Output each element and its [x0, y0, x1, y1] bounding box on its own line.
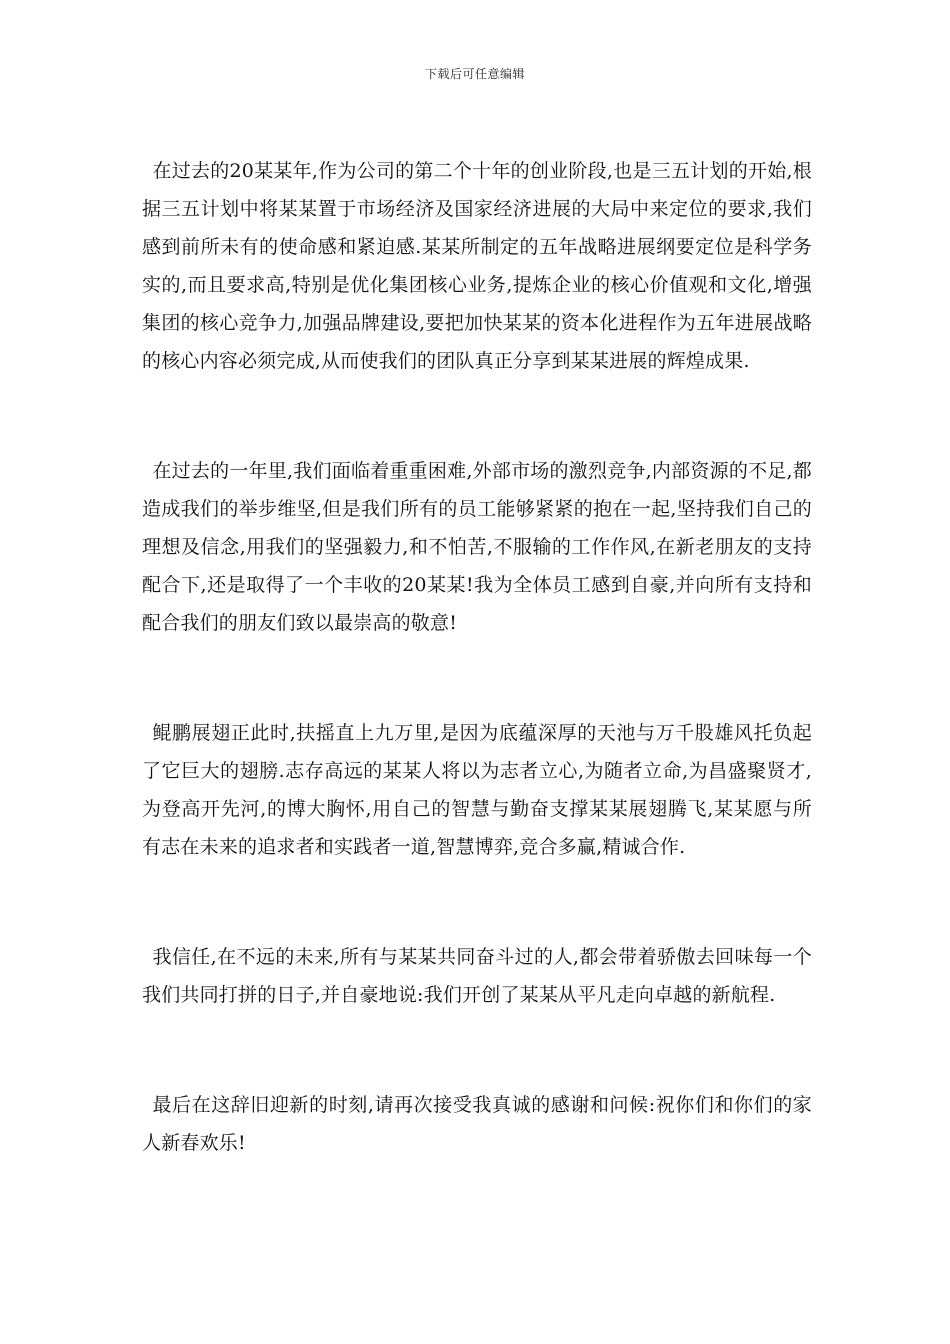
paragraph-5: 最后在这辞旧迎新的时刻,请再次接受我真诚的感谢和问候:祝你们和你们的家人新春欢乐! [142, 1094, 812, 1154]
paragraph-1: 在过去的20某某年,作为公司的第二个十年的创业阶段,也是三五计划的开始,根据三五计划中将某某置于市场经济及国家经济进展的大局中来定位的要求,我们感到前所未有的使命感和紧迫感.某某所制定的五年战略进展纲要定位是科学务实的,而且要求高,特别是优化集团核心业务,提炼企业的核心价值观和文化,增强集团的核心竞争力,加强品牌建设,要把加快某某的资本化进程作为五年进展战略的核心内容必须完成,从而使我们的团队真正分享到某某进展的辉煌成果. [142, 160, 812, 372]
document-body [142, 152, 812, 1162]
paragraph-2: 在过去的一年里,我们面临着重重困难,外部市场的激烈竞争,内部资源的不足,都造成我们的举步维坚,但是我们所有的员工能够紧紧的抱在一起,坚持我们自己的理想及信念,用我们的坚强毅力,和不怕苦,不服输的工作作风,在新老朋友的支持配合下,还是取得了一个丰收的20某某!我为全体员工感到自豪,并向所有支持和配合我们的朋友们致以最崇高的敬意! [142, 460, 812, 634]
header-note: 下载后可任意编辑 [424, 67, 525, 81]
paragraph-3: 鲲鹏展翅正此时,扶摇直上九万里,是因为底蕴深厚的天池与万千股雄风托负起了它巨大的翅膀.志存高远的某某人将以为志者立心,为随者立命,为昌盛聚贤才,为登高开先河,的博大胸怀,用自己的智慧与勤奋支撑某某展翅腾飞,某某愿与所有志在未来的追求者和实践者一道,智慧博弈,竞合多赢,精诚合作. [142, 722, 812, 858]
paragraph-4: 我信任,在不远的未来,所有与某某共同奋斗过的人,都会带着骄傲去回味每一个我们共同打拼的日子,并自豪地说:我们开创了某某从平凡走向卓越的新航程. [142, 946, 812, 1006]
